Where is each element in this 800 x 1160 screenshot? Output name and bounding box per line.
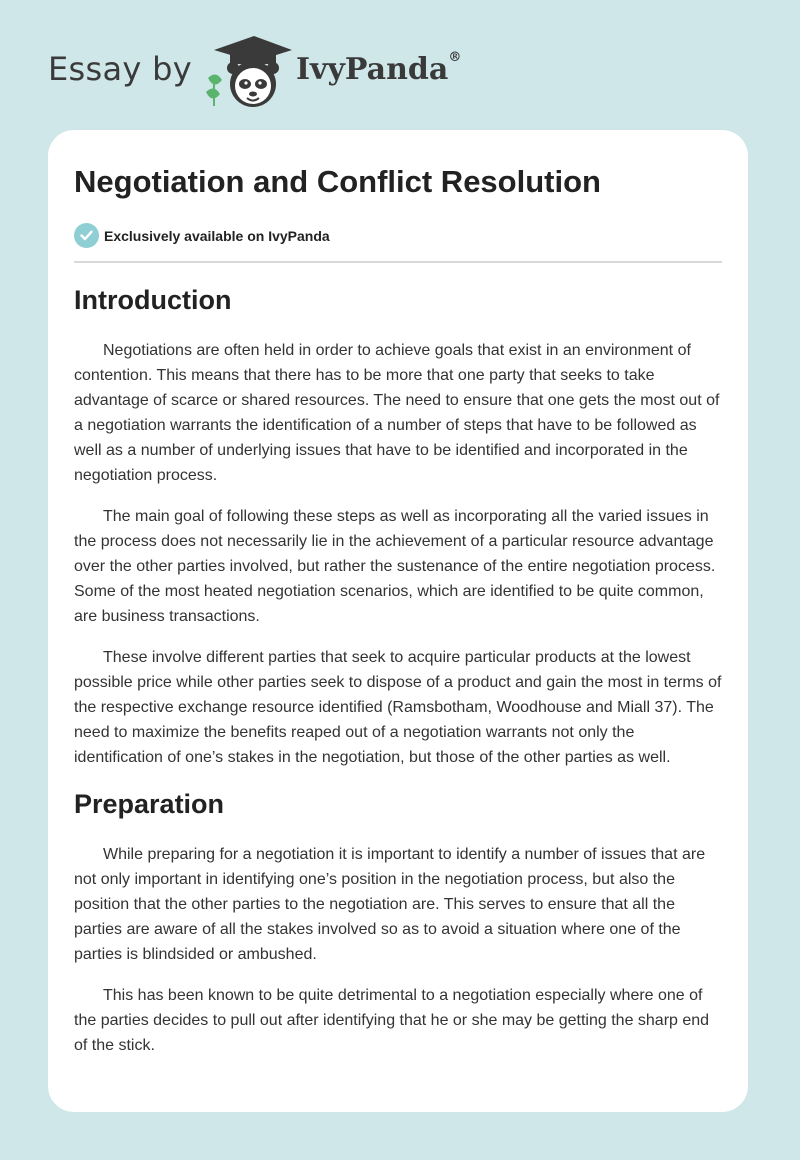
essay-card bbox=[48, 130, 748, 1112]
essay-title: Negotiation and Conflict Resolution bbox=[74, 164, 601, 199]
exclusive-badge-text: Exclusively available on IvyPanda bbox=[104, 227, 330, 244]
section-heading-introduction: Introduction bbox=[74, 285, 232, 315]
registered-mark: ® bbox=[448, 50, 462, 65]
essay-body bbox=[74, 282, 722, 1074]
section-heading-preparation: Preparation bbox=[74, 789, 225, 819]
title-divider bbox=[74, 261, 722, 263]
brand-prefix: Essay by bbox=[48, 50, 192, 88]
brand-name[interactable] bbox=[296, 52, 461, 87]
site-header bbox=[0, 0, 800, 130]
paragraph: While preparing for a negotiation it is important to identify a number of issues that are not only important in identifying one’s position in the negotiation process, but also the position that the other parties to the negotiation are. This serves to ensure that all the parties are aware of all the stakes involved so as to avoid a situation where one of the parties is blindsided or ambushed. bbox=[74, 846, 706, 963]
brand-name-text: IvyPanda bbox=[296, 52, 449, 87]
paragraph: These involve different parties that seek to acquire particular products at the lowest possible price while other parties seek to dispose of a product and gain the most in terms of the respective exchange resource identified (Ramsbotham, Woodhouse and Miall 37). The need to maximize the benefits reaped out of a negotiation warrants not only the identification of one’s stakes in the negotiation, but those of the other parties as well. bbox=[74, 649, 722, 766]
paragraph: The main goal of following these steps as well as incorporating all the varied issues in the process does not necessarily lie in the achievement of a particular resource advantage over the other parties involved, but rather the sustenance of the entire negotiation process. Some of the most heated negotiation scenarios, which are identified to be quite common, are business transactions. bbox=[74, 508, 716, 625]
paragraph: Negotiations are often held in order to achieve goals that exist in an environment of contention. This means that there has to be more that one party that seeks to take advantage of scarce or shared resources. The need to ensure that one gets the most out of a negotiation warrants the identification of a number of steps that have to be followed as well as a number of underlying issues that have to be identified and incorporated in the negotiation process. bbox=[74, 342, 720, 484]
check-icon bbox=[74, 223, 99, 248]
panda-graduate-icon[interactable] bbox=[200, 34, 292, 110]
paragraph: This has been known to be quite detrimental to a negotiation especially where one of the parties decides to pull out after identifying that he or she may be getting the sharp end of the stick. bbox=[74, 987, 710, 1054]
exclusive-badge bbox=[74, 223, 330, 248]
